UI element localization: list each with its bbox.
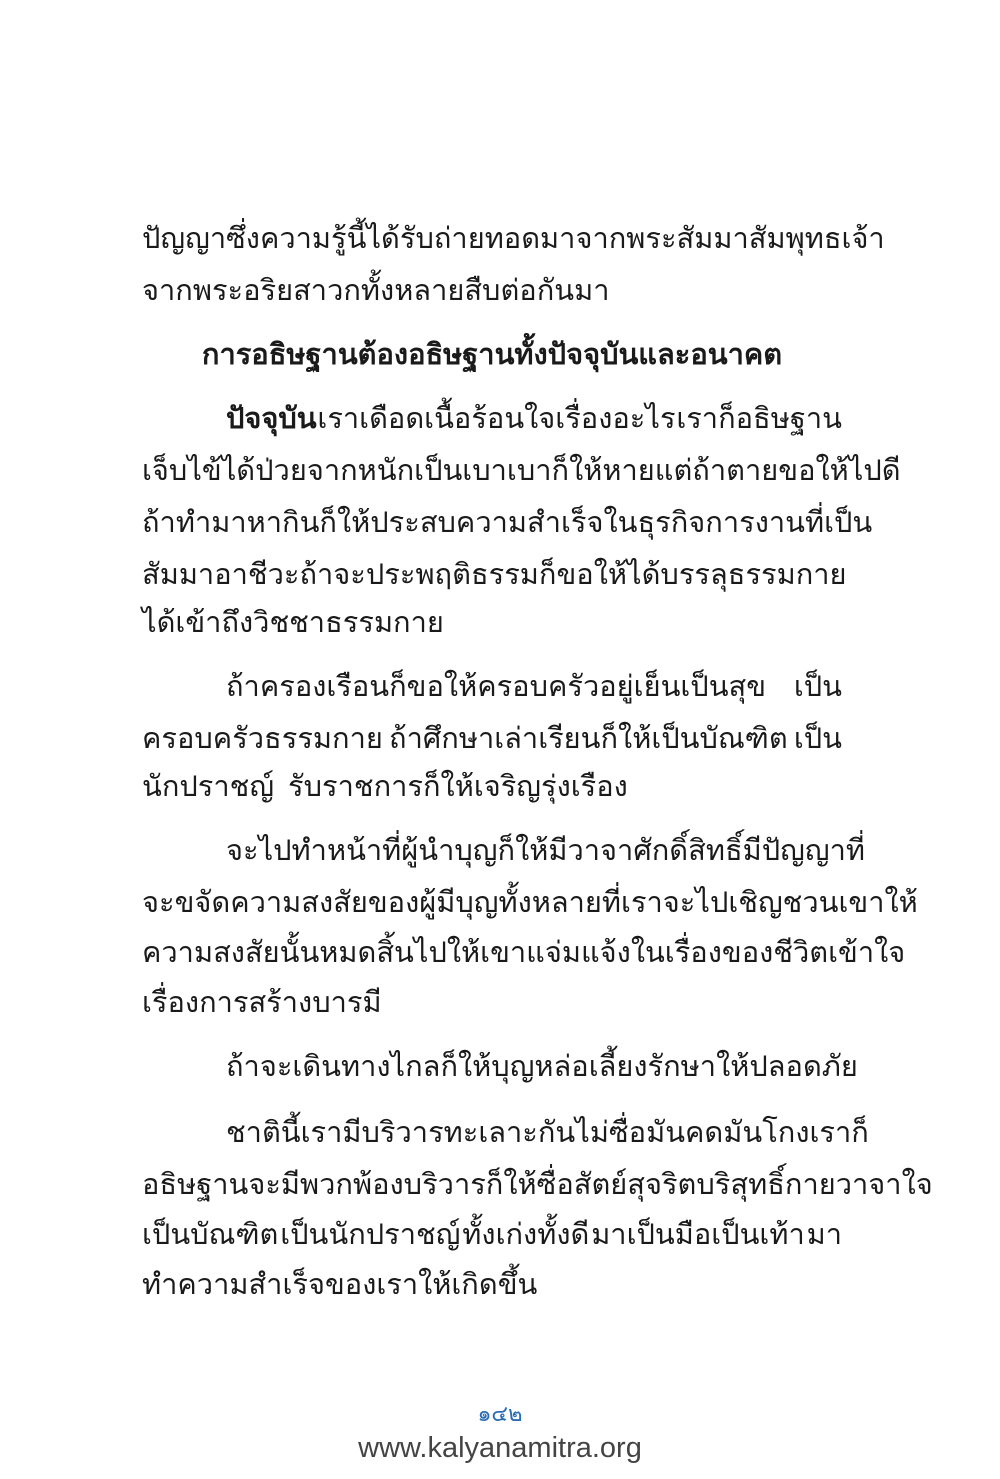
word: เจ็บไข้ได้ป่วยจากหนักเป็นเบา (142, 453, 507, 487)
word: เรื่องการสร้างบารมี (142, 985, 382, 1019)
paragraph-4-line-3 (142, 928, 906, 976)
word: เป็นนักปราชญ์ (280, 1217, 461, 1251)
paragraph-6-line-2 (142, 1160, 933, 1208)
word: อธิษฐาน (142, 1167, 249, 1201)
word: ครอบครัวธรรมกาย (142, 721, 383, 755)
word: รับราชการก็ให้เจริญรุ่งเรือง (288, 769, 628, 803)
paragraph-2-line-2 (142, 446, 901, 494)
paragraph-4-line-2 (142, 878, 918, 926)
word: นักปราชญ์ (142, 769, 275, 803)
word: เราเดือดเนื้อร้อนใจเรื่องอะไร (317, 401, 676, 435)
paragraph-2-line-5 (142, 598, 458, 646)
word: มันโกง (723, 1115, 810, 1149)
word: เข้าใจ (828, 935, 906, 969)
word: ถ้าครองเรือนก็ขอให้ครอบครัวอยู่เย็นเป็นสุข (226, 669, 767, 703)
word: ให้ (884, 885, 918, 919)
word: เป็น (793, 721, 842, 755)
word: เป็นบัณฑิต (142, 1217, 279, 1251)
page-number: ๑๔๒ (477, 1402, 523, 1427)
word: ความสงสัยนั้นหมดสิ้นไป (142, 935, 447, 969)
paragraph-1-line-2 (142, 266, 624, 314)
word: จะมีพวกพ้องบริวารก็ให้ซื่อสัตย์ (248, 1167, 628, 1201)
paragraph-6-line-1 (226, 1108, 869, 1156)
word: ไม่ซื่อ (575, 1115, 647, 1149)
word: ปัญญา (142, 221, 227, 255)
word: เบาก็ให้หาย (506, 453, 655, 487)
word: บริสุทธิ์กายวาจาใจ (696, 1167, 933, 1201)
word: เราก็อธิษฐาน (676, 401, 842, 435)
paragraph-3-line-2 (142, 714, 842, 762)
word: ถ้าศึกษาเล่าเรียนก็ให้เป็นบัณฑิต (389, 721, 788, 755)
paragraph-3-line-3 (142, 762, 642, 810)
word: ชาตินี้เรามีบริวารทะเลาะกัน (226, 1115, 576, 1149)
paragraph-1-line-1 (142, 214, 885, 262)
word: สุจริต (627, 1167, 697, 1201)
paragraph-6-line-4 (142, 1260, 551, 1308)
word: ก็ให้มีวาจาศักดิ์สิทธิ์ (497, 833, 743, 867)
footer-url[interactable]: www.kalyanamitra.org (358, 1432, 642, 1464)
paragraph-4-line-4 (142, 978, 396, 1026)
word: ถ้าจะประพฤติธรรมก็ขอให้ได้บรรลุธรรมกาย (299, 557, 847, 591)
word: มีปัญญาที่ (742, 833, 865, 867)
lead-bold-word: ปัจจุบัน (226, 401, 317, 435)
paragraph-5-line-1 (226, 1042, 872, 1090)
word: จะไปทำหน้าที่ผู้นำบุญ (226, 833, 498, 867)
paragraph-2-line-4 (142, 550, 847, 598)
word: ให้เขาแจ่มแจ้งในเรื่องของชีวิต (446, 935, 829, 969)
word: มา (806, 1217, 842, 1251)
word: ซึ่งความรู้นี้ได้รับถ่ายทอดมาจากพระสัมมาสัมพุทธเจ้า (226, 221, 885, 255)
word: ถ้าทำมาหากินก็ให้ประสบความสำเร็จในธุรกิจการงานที่เป็น (142, 505, 873, 539)
paragraph-3-line-1 (226, 662, 842, 710)
word: เป็น (793, 669, 842, 703)
section-heading: การอธิษฐานต้องอธิษฐานทั้งปัจจุบันและอนาคต (201, 337, 783, 371)
word: ได้เข้าถึงวิชชาธรรมกาย (142, 605, 444, 639)
word: จะขจัดความสงสัยของผู้มีบุญทั้งหลายที่เราจะไปเชิญชวนเขา (142, 885, 885, 919)
word: เราก็ (809, 1115, 869, 1149)
paragraph-4-line-1 (226, 826, 865, 874)
word: มาเป็นมือเป็นเท้า (591, 1217, 805, 1251)
word: ทั้งเก่งทั้งดี (462, 1217, 590, 1251)
word: ถ้าจะเดินทางไกลก็ให้บุญหล่อเลี้ยงรักษาให้ปลอดภัย (226, 1049, 858, 1083)
word: มันคด (646, 1115, 724, 1149)
word: จากพระอริยสาวกทั้งหลายสืบต่อกันมา (142, 273, 610, 307)
paragraph-2-line-3 (142, 498, 873, 546)
word: แต่ถ้าตายขอให้ไปดี (654, 453, 901, 487)
paragraph-6-line-3 (142, 1210, 842, 1258)
paragraph-2-line-1 (226, 394, 842, 442)
word: สัมมาอาชีวะ (142, 557, 300, 591)
word: ทำความสำเร็จของเราให้เกิดขึ้น (142, 1267, 538, 1301)
